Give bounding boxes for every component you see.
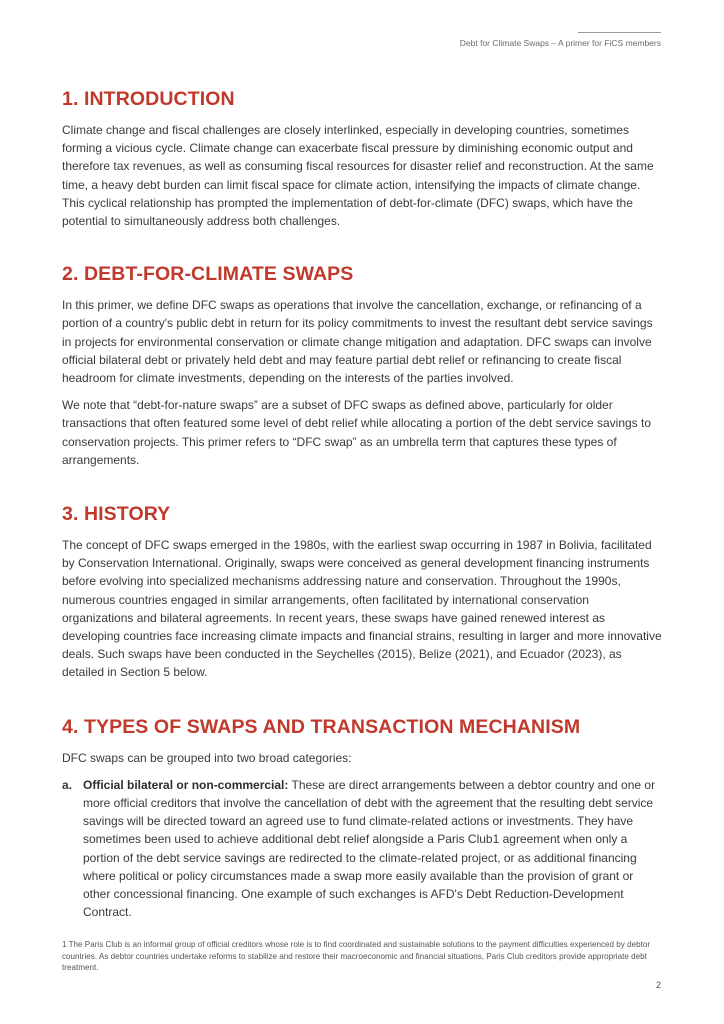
section-history [62,501,662,682]
page-content [62,86,662,954]
footnote: 1 The Paris Club is an informal group of official creditors whose role is to find coordinated and sustainable solutions to the payment difficulties experienced by debtor countries. As debtor countries undertake reforms to stabilize and restore their macroeconomic and financial situations, Paris Club creditors provide appropriate debt treatment. [62,940,651,973]
section-heading: 4. TYPES OF SWAPS AND TRANSACTION MECHANISM [62,715,581,738]
section-heading: 2. DEBT-FOR-CLIMATE SWAPS [62,263,354,286]
paragraph: We note that “debt-for-nature swaps” are a subset of DFC swaps as defined above, particularly for older transactions that often featured some level of debt relief while allocating a portion of the debt service savings to conservation projects. This primer refers to “DFC swap” as an umbrella term that captures these types of arrangements. [62,398,652,467]
list-item [62,776,662,922]
running-header: Debt for Climate Swaps – A primer for FiCS members [459,38,661,48]
list-item-text: These are direct arrangements between a debtor country and one or more official creditors that involve the cancellation of debt with the agreement that the resulting debt service savings will be directed toward an agreed use to fund climate-related actions or investments. They have sometimes been used to achieve additional debt relief alongside a Paris Club1 agreement when only a portion of the debt service savings are redirected to the climate-related project, or as additional financing where political or policy circumstances made a swap more easily available than the provision of grant or other concessional financing. One example of such exchanges is AFD's Debt Reduction-Development Contract. [83,777,656,920]
paragraph: The concept of DFC swaps emerged in the 1980s, with the earliest swap occurring in 1987 in Bolivia, facilitated by Conservation International. Originally, swaps were conceived as general development financing instruments before evolving into specialized mechanisms addressing nature and conservation. Throughout the 1990s, numerous countries engaged in similar arrangements, often facilitated by international conservation organizations and bilateral agreements. In recent years, these swaps have gained renewed interest as developing countries face increasing climate impacts and financial strains, resulting in larger and more innovative deals. Such swaps have been conducted in the Seychelles (2015), Belize (2021), and Ecuador (2023), as detailed in Section 5 below. [62,538,662,680]
section-types-of-swaps [62,714,662,922]
paragraph: Climate change and fiscal challenges are closely interlinked, especially in developing countries, sometimes forming a vicious cycle. Climate change can exacerbate fiscal pressure by diminishing economic output and therefore tax revenues, as well as consuming fiscal resources for disaster relief and reconstruction. At the same time, a heavy debt burden can limit fiscal space for climate action, intensifying the impacts of climate change. This cyclical relationship has prompted the implementation of debt-for-climate (DFC) swaps, which have the potential to simultaneously address both challenges. [62,123,654,229]
section-heading: 1. INTRODUCTION [62,88,235,110]
paragraph: In this primer, we define DFC swaps as operations that involve the cancellation, exchange, or refinancing of a portion of a country's public debt in return for its policy commitments to invest the resultant debt service savings in projects for environmental conservation or climate change mitigation and adaptation. DFC swaps can involve official bilateral debt or privately held debt and may feature partial debt relief or refinancing to create fiscal headroom for climate investments, depending on the interests of the parties involved. [62,298,653,386]
header-rule [578,32,661,33]
list-item-body [83,776,662,922]
paragraph: DFC swaps can be grouped into two broad categories: [62,750,352,765]
list-item-term: Official bilateral or non-commercial: [83,777,289,792]
section-heading: 3. HISTORY [62,503,171,526]
list-marker: a. [62,777,73,792]
section-debt-for-climate-swaps [62,261,662,469]
section-introduction [62,86,662,230]
page-number: 2 [655,980,661,990]
